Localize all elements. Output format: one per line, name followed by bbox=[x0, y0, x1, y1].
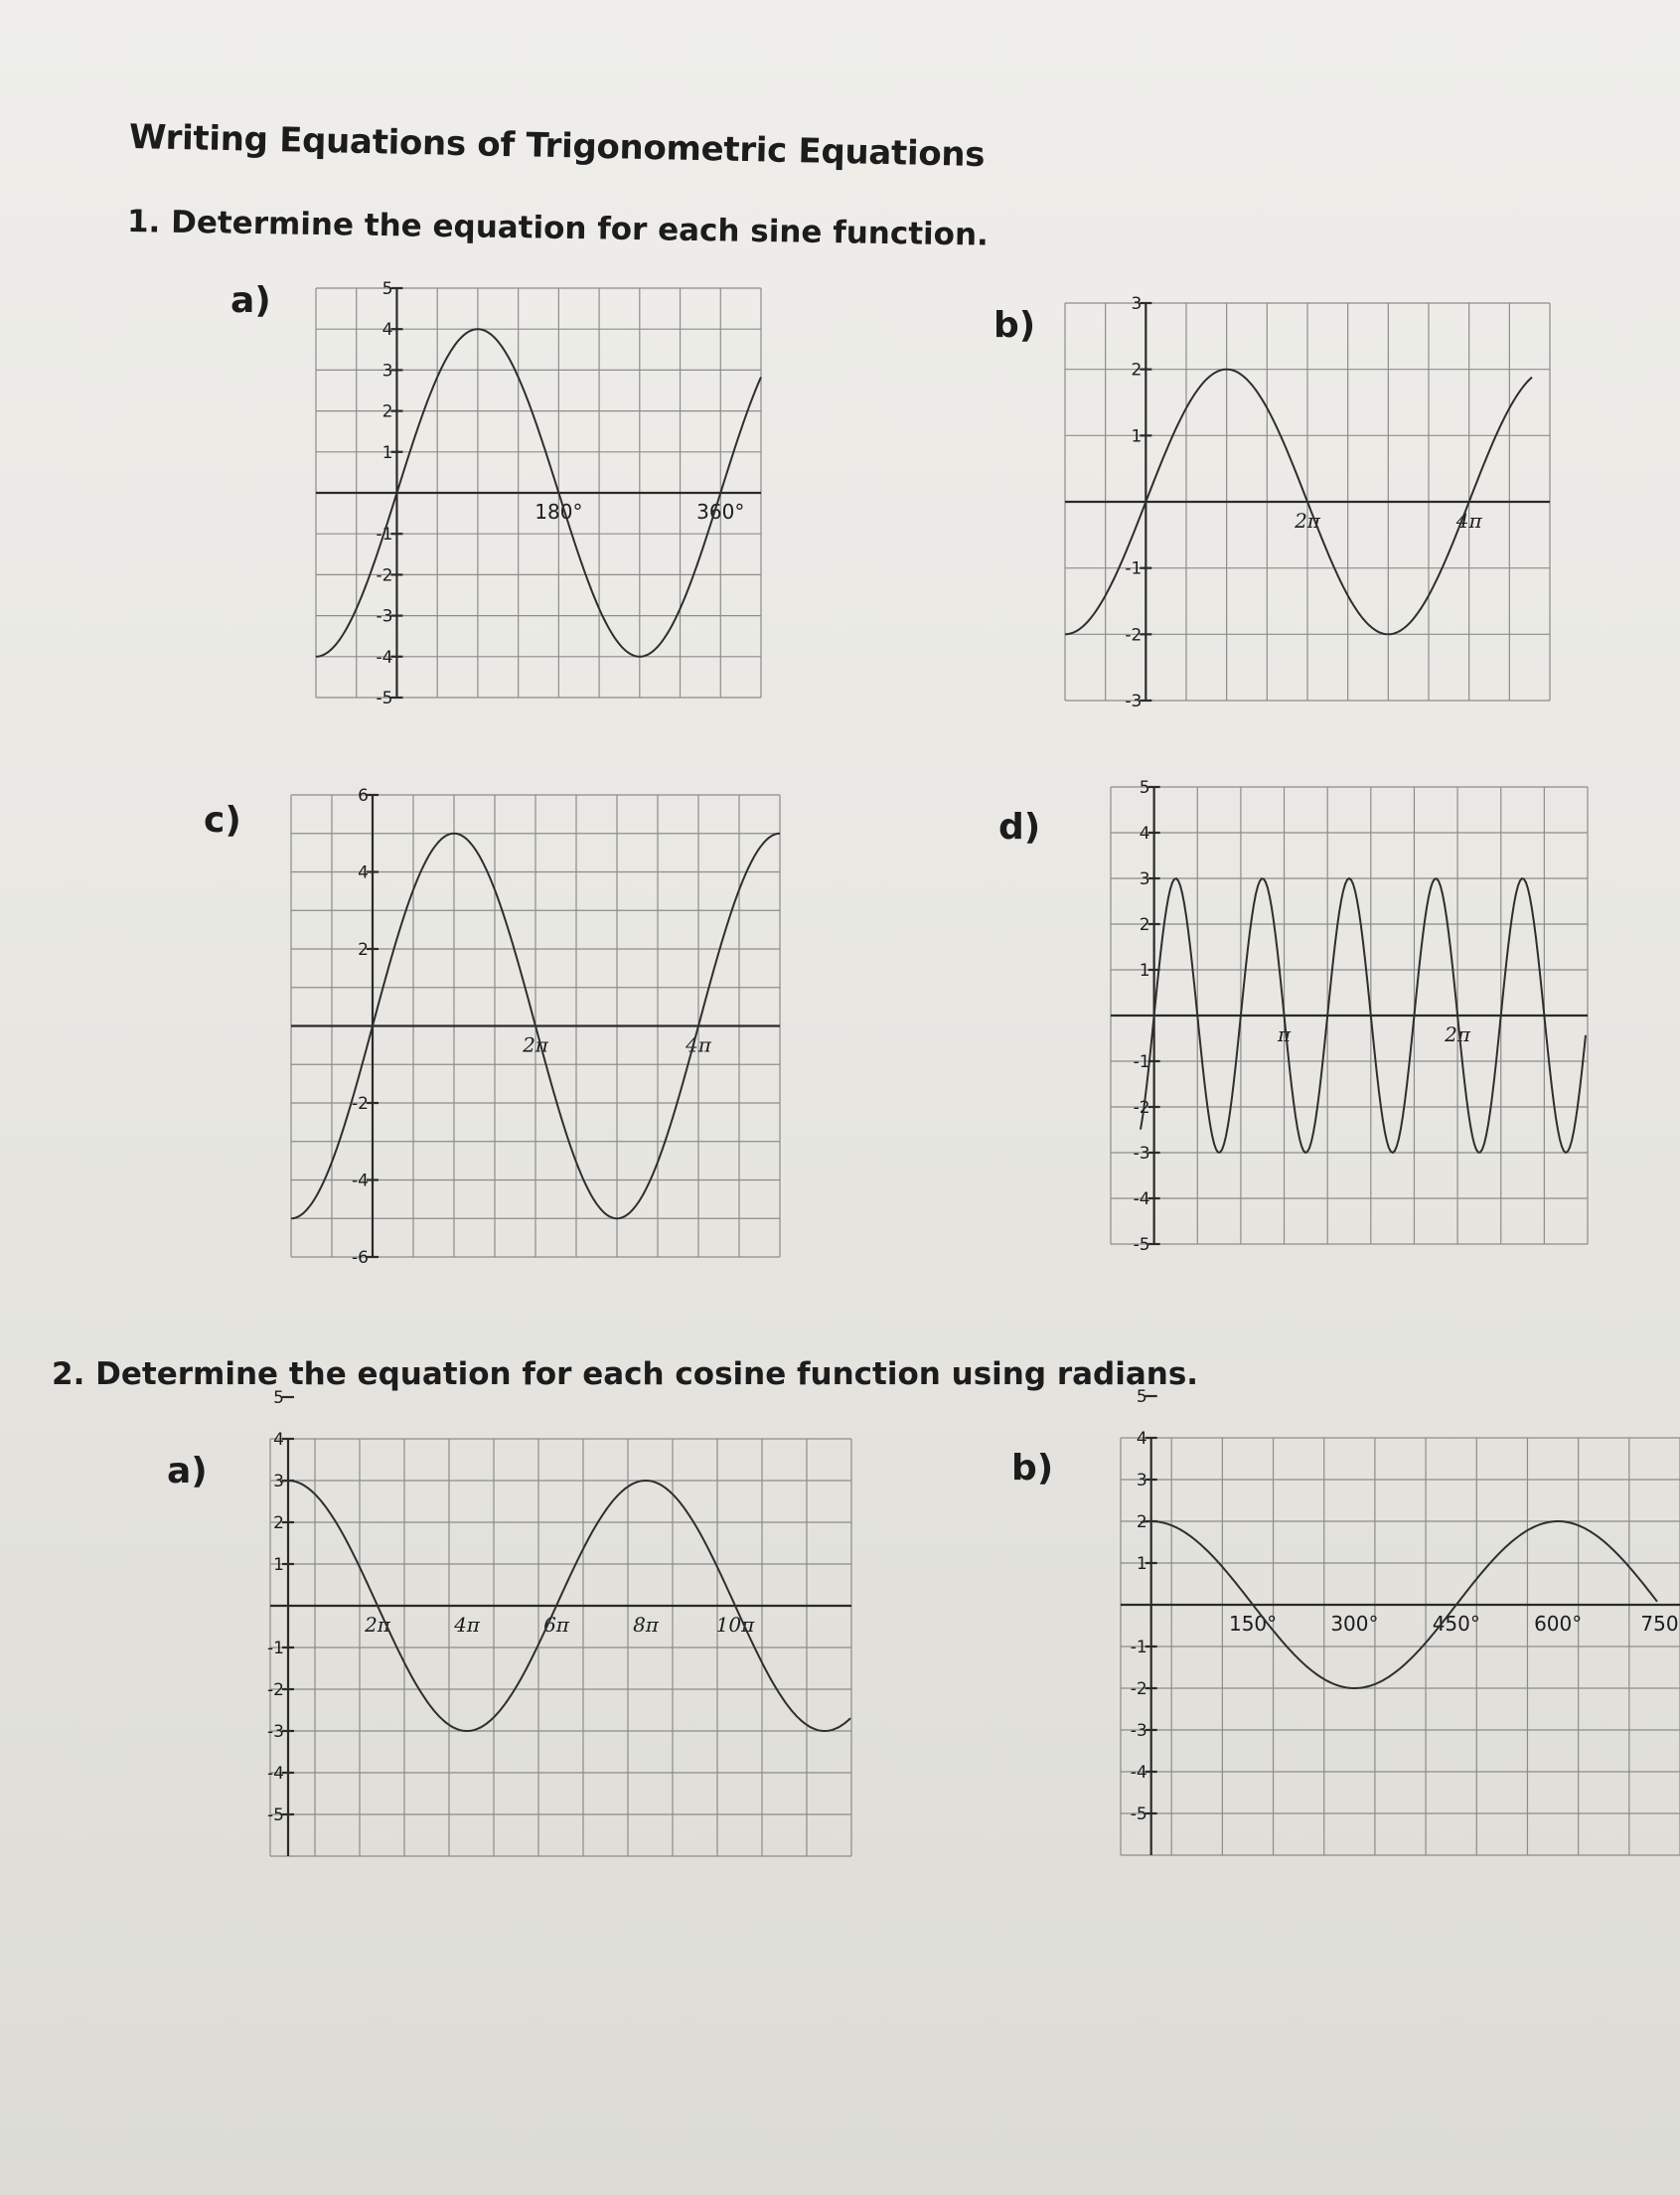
graph-2a-y-tick-label: 1 bbox=[273, 1555, 284, 1575]
q1-a-label: a) bbox=[230, 280, 271, 321]
q1-b-label: b) bbox=[993, 305, 1036, 346]
graph-2b-grid bbox=[1121, 1438, 1680, 1855]
graph-2a-y-tick-label: -3 bbox=[267, 1722, 284, 1742]
graph-2b bbox=[1121, 1387, 1680, 1855]
question-2-prompt: 2. Determine the equation for each cosine function using radians. bbox=[52, 1356, 1199, 1392]
graph-1d-y-tick-label: -4 bbox=[1133, 1189, 1150, 1209]
graph-1b-y-tick-label: 1 bbox=[1131, 426, 1143, 447]
graph-1b-y-tick-label: 3 bbox=[1131, 294, 1143, 314]
graph-1d-y-tick-label: -3 bbox=[1133, 1144, 1150, 1164]
graph-1a-y-tick-label: -1 bbox=[376, 525, 393, 546]
graph-2a-x-tick-label: 4π bbox=[454, 1613, 480, 1637]
graph-1d-x-tick-label: 2π bbox=[1445, 1022, 1471, 1046]
graph-1d-y-tick-label: -5 bbox=[1133, 1235, 1150, 1255]
graph-1c-y-tick-label: 6 bbox=[358, 786, 369, 806]
graph-1b-x-tick-label: 2π bbox=[1295, 509, 1320, 533]
graph-2b-x-tick-label: 300° bbox=[1330, 1612, 1379, 1636]
graph-2b-x-tick-label: 600° bbox=[1534, 1612, 1583, 1636]
graph-2a-y-tick-label: -1 bbox=[267, 1639, 284, 1658]
graph-1c-y-tick-label: -2 bbox=[352, 1094, 369, 1114]
graph-2b-y-tick-label: -5 bbox=[1130, 1804, 1147, 1824]
graph-1b-y-tick-label: -2 bbox=[1125, 625, 1143, 646]
graph-1a-x-tick-label: 180° bbox=[535, 500, 583, 524]
graph-2b-y-tick-label: -2 bbox=[1130, 1679, 1147, 1699]
graph-2a-grid bbox=[270, 1439, 851, 1856]
graph-2a-y-tick-label: 3 bbox=[273, 1472, 284, 1491]
graph-1a-y-tick-label: -5 bbox=[376, 689, 393, 708]
graph-2b-y-tick-label: 3 bbox=[1136, 1471, 1147, 1490]
graph-2b-y-tick-label: 2 bbox=[1136, 1512, 1147, 1532]
graph-2b-svg bbox=[1121, 1387, 1680, 1855]
graph-2a-y-tick-label: 4 bbox=[273, 1430, 284, 1450]
graph-1d-y-tick-label: -1 bbox=[1133, 1052, 1150, 1072]
graph-1c-y-tick-label: -4 bbox=[352, 1171, 369, 1191]
graph-1d-y-tick-label: 4 bbox=[1139, 824, 1150, 844]
graph-2a bbox=[267, 1388, 851, 1856]
graph-1d-y-tick-label: 1 bbox=[1139, 961, 1150, 981]
graph-2a-y-tick-label: 5 bbox=[273, 1388, 284, 1408]
graph-1d-svg bbox=[1111, 778, 1588, 1255]
graph-1a-y-tick-label: 4 bbox=[382, 320, 393, 341]
q1-d-label: d) bbox=[998, 807, 1041, 848]
q2-b-label: b) bbox=[1011, 1448, 1054, 1489]
graph-2b-x-tick-label: 450° bbox=[1432, 1612, 1480, 1636]
graph-2b-y-tick-label: -4 bbox=[1130, 1763, 1147, 1783]
graph-2b-y-tick-label: -3 bbox=[1130, 1721, 1147, 1741]
graph-2b-y-tick-label: 5 bbox=[1136, 1387, 1147, 1407]
q1-c-label: c) bbox=[204, 800, 241, 841]
graph-1b-svg bbox=[1065, 294, 1550, 711]
graph-1c-y-tick-label: 4 bbox=[358, 862, 369, 883]
graph-1a-y-tick-label: -2 bbox=[376, 565, 393, 586]
graph-1b-y-tick-label: 2 bbox=[1131, 360, 1143, 381]
graph-1c-x-tick-label: 4π bbox=[686, 1032, 711, 1057]
graph-1c-svg bbox=[291, 786, 780, 1268]
graph-2a-x-tick-label: 10π bbox=[715, 1613, 755, 1637]
graph-1a-y-tick-label: 3 bbox=[382, 361, 393, 382]
graph-1c-y-tick-label: 2 bbox=[358, 940, 369, 960]
graph-1a bbox=[316, 279, 761, 708]
graph-1d-x-tick-label: π bbox=[1277, 1022, 1292, 1046]
graph-1b bbox=[1065, 294, 1550, 711]
graph-1b-x-tick-label: 4π bbox=[1455, 509, 1482, 533]
graph-2a-y-tick-label: -4 bbox=[267, 1764, 284, 1784]
worksheet-title: Writing Equations of Trigonometric Equations bbox=[128, 117, 986, 176]
graph-1a-x-tick-label: 360° bbox=[696, 500, 745, 524]
graph-2b-x-tick-label: 150° bbox=[1228, 1612, 1278, 1636]
graph-2b-y-tick-label: 1 bbox=[1136, 1554, 1147, 1574]
graph-1a-y-tick-label: 5 bbox=[382, 279, 393, 299]
graph-1a-y-tick-label: 2 bbox=[382, 401, 393, 422]
graph-1b-y-tick-label: -3 bbox=[1125, 692, 1143, 711]
graph-1d-y-tick-label: 2 bbox=[1139, 915, 1150, 935]
graph-2b-x-tick-label: 750 bbox=[1640, 1612, 1679, 1636]
graph-1d-y-tick-label: 5 bbox=[1139, 778, 1150, 798]
graph-2a-y-tick-label: 2 bbox=[273, 1513, 284, 1533]
graph-2a-x-tick-label: 8π bbox=[633, 1613, 659, 1637]
graph-2a-x-tick-label: 6π bbox=[543, 1613, 569, 1637]
graph-1c-x-tick-label: 2π bbox=[523, 1032, 548, 1057]
graph-1c bbox=[291, 786, 780, 1268]
graph-2a-y-tick-label: -2 bbox=[267, 1680, 284, 1700]
graph-1d-y-tick-label: 3 bbox=[1139, 869, 1150, 889]
graph-2a-y-tick-label: -5 bbox=[267, 1805, 284, 1825]
graph-1d bbox=[1111, 778, 1588, 1255]
graph-2b-y-tick-label: -1 bbox=[1130, 1638, 1147, 1657]
graph-2a-svg bbox=[267, 1388, 851, 1856]
graph-1a-y-tick-label: 1 bbox=[382, 442, 393, 463]
graph-1c-y-tick-label: -6 bbox=[352, 1248, 369, 1268]
question-1-prompt: 1. Determine the equation for each sine function. bbox=[126, 204, 990, 253]
graph-1b-y-tick-label: -1 bbox=[1125, 558, 1143, 579]
q2-a-label: a) bbox=[167, 1451, 208, 1491]
graph-1a-y-tick-label: -4 bbox=[376, 647, 393, 668]
graph-2a-x-tick-label: 2π bbox=[365, 1613, 390, 1637]
graph-1d-y-tick-label: -2 bbox=[1133, 1098, 1150, 1118]
graph-1a-y-tick-label: -3 bbox=[376, 606, 393, 627]
graph-2b-y-tick-label: 4 bbox=[1136, 1429, 1147, 1449]
graph-1a-svg bbox=[316, 279, 761, 708]
